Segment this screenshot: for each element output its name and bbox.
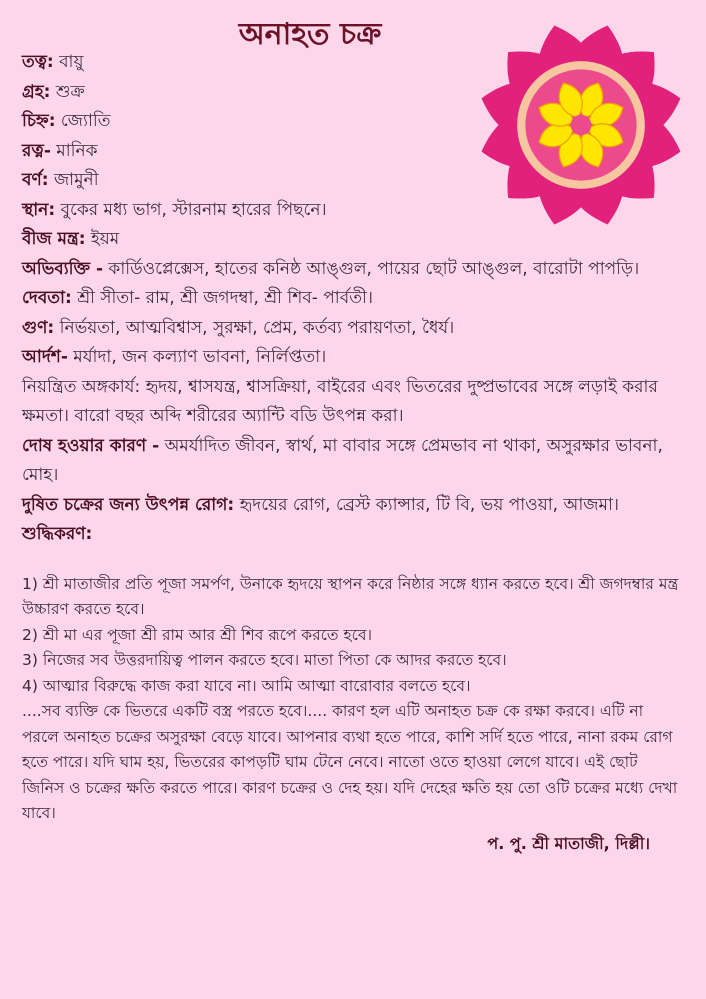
attribute-label: রত্ন (22, 140, 44, 161)
purification-step: 1) শ্রী মাতাজীর প্রতি পূজা সমর্পণ, উনাকে হৃদয়ে স্থাপন করে নিষ্ঠার সঙ্গে ধ্যান করতে হবে। শ্রী জগদম্বার মন্ত্র উচ্চারণ করতে হবে। (22, 574, 679, 618)
attribute-value: শ্রী সীতা- রাম, শ্রী জগদম্বা, শ্রী শিব- পার্বতী। (77, 288, 373, 308)
attribute-row (22, 314, 684, 344)
attribute-label: দেবতা (22, 288, 65, 308)
purification-step: 3) নিজের সব উত্তরদায়িত্ব পালন করতে হবে। মাতা পিতা কে আদর করতে হবে। (22, 651, 507, 669)
attribute-label: শুদ্ধিকরণ (22, 524, 86, 544)
purification-step: 4) আত্মার বিরুদ্ধে কাজ করা যাবে না। আমি আত্মা বারোবার বলতে হবে। (22, 676, 471, 695)
attribute-value: কার্ডিওপ্লেক্সেস, হাতের কনিষ্ঠ আঙ্গুল, পায়ের ছোট আঙ্গুল, বারোটা পাপড়ি। (108, 258, 640, 279)
attribute-value: হৃদয়ের রোগ, ব্রেস্ট ক্যান্সার, টি বি, ভয় পাওয়া, আজমা। (239, 494, 619, 515)
attribute-separator: - (90, 258, 104, 279)
attribute-row (22, 373, 684, 432)
attribute-label: অভিব্যক্তি (22, 258, 91, 279)
attribute-separator: : (41, 170, 49, 190)
attribute-row (22, 255, 684, 285)
attribute-value: ইয়ম (90, 229, 120, 249)
attribute-value: বুকের মধ্য ভাগ, স্টারনাম হারের পিছনে। (60, 199, 327, 220)
attribute-row (22, 107, 462, 137)
attribute-label: গুণ (22, 317, 48, 338)
attribute-separator: : (64, 288, 72, 308)
signature: প. পু. শ্রী মাতাজী, দিল্লী। (487, 833, 650, 853)
attribute-separator: : (48, 111, 56, 131)
page-title: অনাহত চক্র (238, 17, 382, 52)
purification-step: 2) শ্রী মা এর পূজা শ্রী রাম আর শ্রী শিব রূপে করতে হবে। (22, 625, 372, 644)
attribute-value: বায়ু (59, 52, 84, 72)
attribute-row (22, 137, 462, 167)
attribute-separator: : (43, 81, 51, 102)
attribute-separator: : (47, 317, 55, 338)
attribute-separator: - (146, 435, 160, 456)
attribute-row (22, 196, 462, 226)
attribute-label: বীজ মন্ত্র (22, 229, 79, 249)
attribute-separator: - (43, 140, 51, 161)
attribute-row (22, 343, 684, 373)
attribute-row (22, 48, 462, 78)
purification-step: ....সব ব্যক্তি কে ভিতরে একটি বস্ত্র পরতে হবে।.... কারণ হল এটি অনাহত চক্র কে রক্ষা করবে। এটি না পরলে অনাহত চক্রের অসুরক্ষা বেড়ে যাবে। আপনার ব্যথা হতে পারে, কাশি সর্দি হতে পারে, নানা রকম রোগ হতে পারে। যদি ঘাম হয়, ভিতরের কাপড়টি ঘাম টেনে নেবে। নাতো ওতে হাওয়া লেগে যাবে। এই ছোট জিনিস ও চক্রের ক্ষতি করতে পারে। কারণ চক্রের ও দেহ হয়। যদি দেহের ক্ষতি হয় তো ওটি চক্রের মধ্যে দেখা যাবে। (22, 702, 678, 822)
attribute-label: চিহ্ন (22, 111, 49, 131)
chakra-details (22, 48, 684, 858)
attribute-value: জ্যোতি (60, 111, 111, 131)
attribute-row (22, 432, 684, 491)
attribute-row (22, 78, 462, 108)
attribute-separator: : (85, 524, 93, 544)
attribute-separator: - (60, 347, 68, 367)
attribute-row (22, 166, 462, 196)
attribute-label: আর্দশ (22, 347, 61, 367)
attribute-separator: : (48, 199, 56, 220)
attribute-separator: : (78, 229, 86, 249)
attribute-row (22, 225, 462, 255)
attribute-row (22, 520, 684, 550)
attribute-label: গ্রহ (22, 81, 44, 102)
attribute-label: স্থান (22, 199, 49, 220)
attribute-value: শুক্র (55, 81, 85, 102)
attribute-value: নির্ভয়তা, আত্মবিশ্বাস, সুরক্ষা, প্রেম, কর্তব্য পরায়ণতা, ধৈর্য। (59, 317, 455, 338)
attribute-value: মানিক (56, 140, 98, 161)
attribute-label: তত্ব (22, 52, 47, 72)
attribute-separator: : (227, 494, 235, 515)
attribute-value: অমর্যাদিত জীবন, স্বার্থ, মা বাবার সঙ্গে প্রেমভাব না থাকা, অসুরক্ষার ভাবনা, মোহ। (22, 435, 663, 485)
attribute-row (22, 491, 684, 521)
attribute-label: বর্ণ (22, 170, 42, 190)
attribute-label: দুষিত চক্রের জন্য উৎপন্ন রোগ (22, 494, 228, 515)
attribute-value: নিয়ন্ত্রিত অঙ্গকার্য: হৃদয়, শ্বাসযন্ত্র, শ্বাসক্রিয়া, বাইরের এবং ভিতরের দুষ্প্রভাবের সঙ্গে লড়াই করার ক্ষমতা। বারো বছর অব্দি শরীরের অ্যান্টি বডি উৎপন্ন করা। (22, 376, 658, 426)
attribute-separator: : (46, 52, 54, 72)
attribute-value: জামুনী (53, 170, 99, 190)
attribute-row (22, 284, 684, 314)
attribute-value: মর্যাদা, জন কল্যাণ ভাবনা, নির্লিপ্ততা। (73, 347, 327, 367)
purification-steps (22, 572, 684, 827)
attribute-label: দোষ হওয়ার কারণ (22, 435, 147, 456)
